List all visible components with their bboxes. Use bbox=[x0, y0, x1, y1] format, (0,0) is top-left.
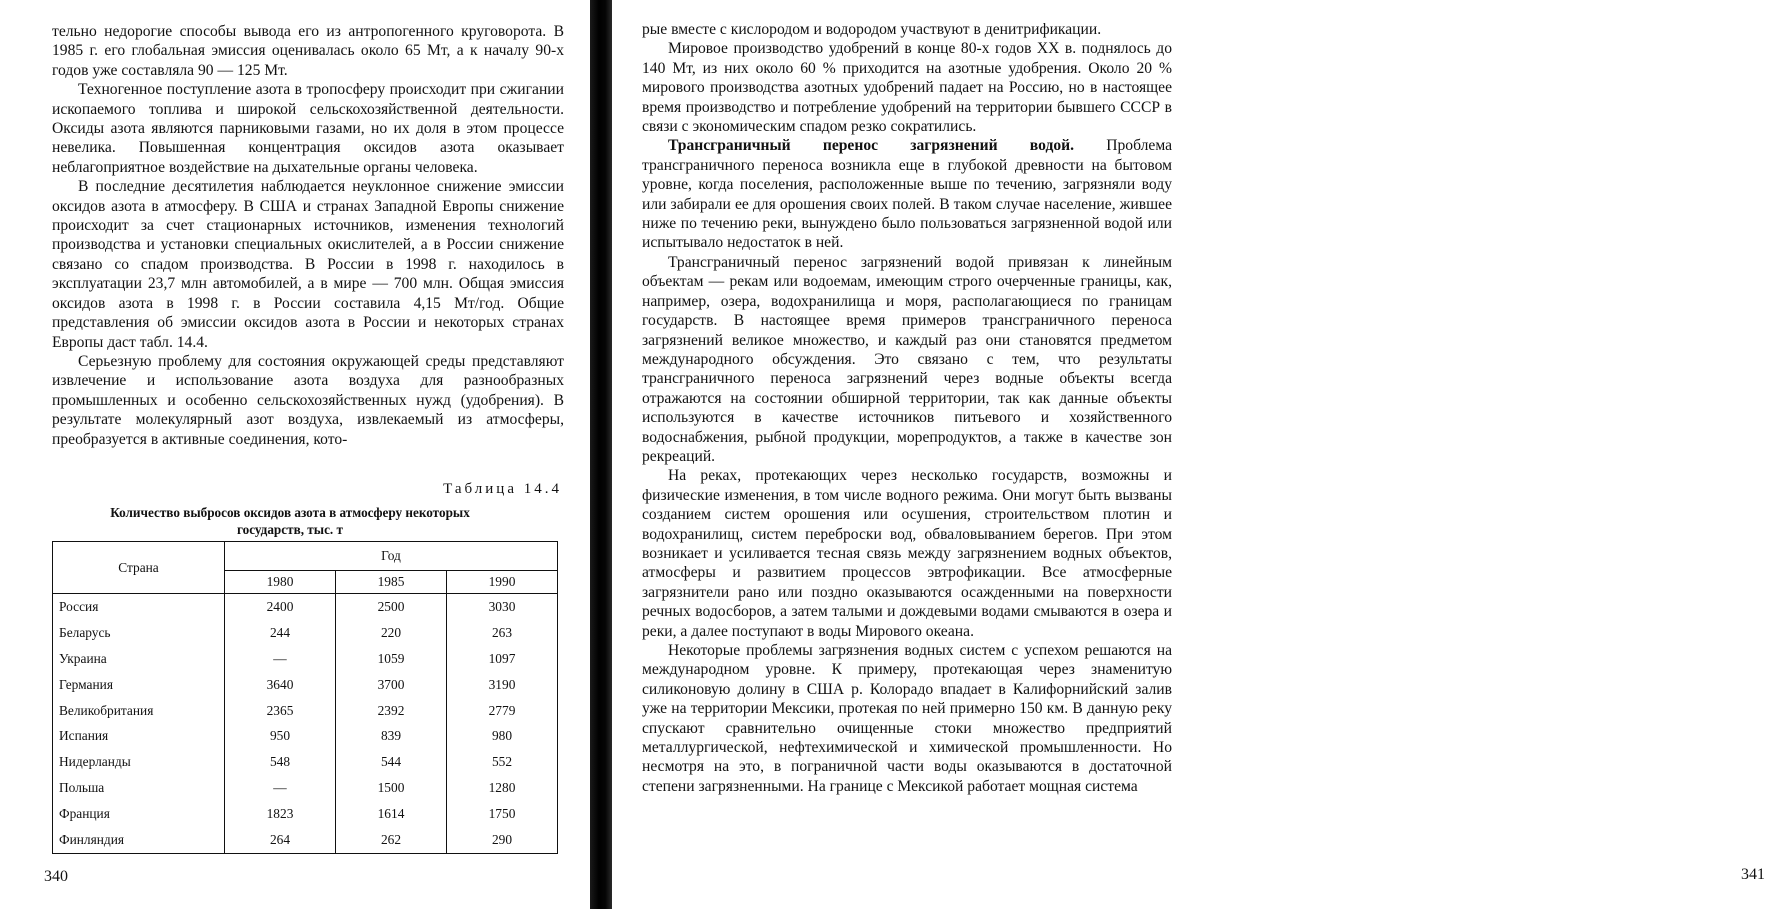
table-cell: 244 bbox=[225, 620, 336, 646]
table-header-year-1990: 1990 bbox=[447, 571, 558, 594]
table-cell: 3640 bbox=[225, 672, 336, 698]
table-cell: 220 bbox=[336, 620, 447, 646]
table-row bbox=[53, 827, 558, 853]
right-page bbox=[612, 0, 1200, 909]
table-cell-country: Франция bbox=[53, 801, 225, 827]
table-cell: 3030 bbox=[447, 594, 558, 620]
paragraph-text: Проблема трансграничного переноса возникла еще в глубокой древности на бытовом уровне, когда поселения, расположенные выше по течению, загрязняли воду или забирали ее для орошения своих полей. В таком случае население, жившее ниже по течению реки, вынуждено было пользоваться загрязненной водой или испытывало недостаток в ней. bbox=[642, 137, 1172, 251]
table-row bbox=[53, 801, 558, 827]
left-page bbox=[0, 0, 590, 909]
table-cell: 290 bbox=[447, 827, 558, 853]
table-header-year: Год bbox=[225, 542, 558, 571]
table-cell: 839 bbox=[336, 723, 447, 749]
table-cell: 2500 bbox=[336, 594, 447, 620]
table-cell: 2365 bbox=[225, 698, 336, 724]
table-cell-country: Германия bbox=[53, 672, 225, 698]
table-cell: 1500 bbox=[336, 775, 447, 801]
table-cell: 1823 bbox=[225, 801, 336, 827]
table-cell: — bbox=[225, 646, 336, 672]
page-number-right: 341 bbox=[1741, 866, 1765, 884]
table-cell-country: Нидерланды bbox=[53, 749, 225, 775]
table-cell: 3700 bbox=[336, 672, 447, 698]
table-cell-country: Украина bbox=[53, 646, 225, 672]
table-row bbox=[53, 698, 558, 724]
table-cell-country: Испания bbox=[53, 723, 225, 749]
left-text-column bbox=[52, 22, 564, 449]
table-cell: 1750 bbox=[447, 801, 558, 827]
table-cell: — bbox=[225, 775, 336, 801]
paragraph: рые вместе с кислородом и водородом участвуют в денитрификации. bbox=[642, 20, 1172, 39]
table-cell: 263 bbox=[447, 620, 558, 646]
table-cell-country: Польша bbox=[53, 775, 225, 801]
table-cell: 3190 bbox=[447, 672, 558, 698]
paragraph: Некоторые проблемы загрязнения водных систем с успехом решаются на международном уровне. К примеру, протекающая через знаменитую силиконовую долину в США р. Колорадо впадает в Калифорнийский залив уже на территории Мексики, протекая по ней примерно 150 км. В данную реку спускают сравнительно очищенные стоки множество предприятий металлургической, нефтехимической и химической промышленности. Но несмотря на это, в пограничной части воды оказываются в достаточной степени загрязненными. На границе с Мексикой работает мощная система bbox=[642, 641, 1172, 796]
table-cell: 1614 bbox=[336, 801, 447, 827]
table-row bbox=[53, 594, 558, 620]
book-spine bbox=[590, 0, 612, 909]
paragraph: Техногенное поступление азота в тропосферу происходит при сжигании ископаемого топлива и широкой сельскохозяйственной деятельности. Оксиды азота являются парниковыми газами, но их доля в этом процессе невелика. Повышенная концентрация оксидов азота оказывает неблагоприятное воздействие на дыхательные органы человека. bbox=[52, 80, 564, 177]
paragraph bbox=[642, 136, 1172, 252]
table-cell-country: Финляндия bbox=[53, 827, 225, 853]
table-cell: 1097 bbox=[447, 646, 558, 672]
table-cell: 264 bbox=[225, 827, 336, 853]
table-row bbox=[53, 646, 558, 672]
table-cell: 544 bbox=[336, 749, 447, 775]
table-cell: 1059 bbox=[336, 646, 447, 672]
paragraph: Мировое производство удобрений в конце 80-х годов XX в. поднялось до 140 Мт, из них около 60 % приходится на азотные удобрения. Около 20 % мирового производства азотных удобрений падает на Россию, но в настоящее время производство и потребление удобрений на территории бывшего СССР в связи с экономическим спадом резко сократились. bbox=[642, 39, 1172, 136]
table-cell: 2779 bbox=[447, 698, 558, 724]
emissions-table bbox=[52, 541, 558, 854]
table-label: Таблица 14.4 bbox=[52, 481, 562, 498]
table-row bbox=[53, 775, 558, 801]
page-number-left: 340 bbox=[44, 868, 68, 886]
table-title: Количество выбросов оксидов азота в атмосферу некоторых государств, тыс. т bbox=[90, 504, 490, 538]
paragraph: На реках, протекающих через несколько государств, возможны и физические изменения, в том числе водного режима. Они могут быть вызваны созданием систем орошения или осушения, строительством плотин и водохранилищ, систем переброски вод, обваловыванием берегов. При этом возникает и усиливается тесная связь между загрязнением водных объектов, атмосферы и развитием процессов эвтрофикации. Все атмосферные загрязнители рано или поздно оказываются осажденными на поверхности речных водосборов, а затем талыми и дождевыми водами смываются в озера и реки, а далее поступают в воды Мирового океана. bbox=[642, 466, 1172, 641]
table-cell-country: Великобритания bbox=[53, 698, 225, 724]
table-cell: 1280 bbox=[447, 775, 558, 801]
table-cell-country: Россия bbox=[53, 594, 225, 620]
table-cell: 548 bbox=[225, 749, 336, 775]
table-row bbox=[53, 749, 558, 775]
section-heading: Трансграничный перенос загрязнений водой. bbox=[668, 137, 1074, 154]
table-header-country: Страна bbox=[53, 542, 225, 594]
table-cell-country: Беларусь bbox=[53, 620, 225, 646]
paragraph: В последние десятилетия наблюдается неуклонное снижение эмиссии оксидов азота в атмосферу. В США и странах Западной Европы снижение происходит за счет стационарных источников, изменения технологий производства и установки специальных окислителей, а в России снижение связано со спадом производства. В России в 1998 г. находилось в эксплуатации 23,7 млн автомобилей, а в мире — 700 млн. Общая эмиссия оксидов азота в 1998 г. в России составила 4,15 Мт/год. Общие представления об эмиссии оксидов азота в России и некоторых странах Европы даст табл. 14.4. bbox=[52, 177, 564, 352]
table-header-year-1980: 1980 bbox=[225, 571, 336, 594]
table-cell: 262 bbox=[336, 827, 447, 853]
table-cell: 2400 bbox=[225, 594, 336, 620]
table-cell: 950 bbox=[225, 723, 336, 749]
table-cell: 2392 bbox=[336, 698, 447, 724]
table-cell: 552 bbox=[447, 749, 558, 775]
table-header-year-1985: 1985 bbox=[336, 571, 447, 594]
paragraph: Серьезную проблему для состояния окружающей среды представляют извлечение и использование азота воздуха для разнообразных промышленных и особенно сельскохозяйственных нужд (удобрения). В результате молекулярный азот воздуха, извлекаемый из атмосферы, преобразуется в активные соединения, кото- bbox=[52, 352, 564, 449]
table-row bbox=[53, 723, 558, 749]
paragraph: Трансграничный перенос загрязнений водой привязан к линейным объектам — рекам или водоемам, имеющим строго очерченные границы, как, например, озера, водохранилища и моря, располагающиеся по границам государств. В настоящее время примеров трансграничного переноса загрязнений великое множество, и каждый раз они становятся предметом международного обсуждения. Это связано с тем, что результаты трансграничного переноса загрязнений через водные объекты всегда отражаются на состоянии обширной территории, так как данные объекты используются в качестве источников питьевого и хозяйственного водоснабжения, рыбной продукции, морепродуктов, а также в качестве зон рекреаций. bbox=[642, 253, 1172, 466]
table-row bbox=[53, 672, 558, 698]
paragraph: тельно недорогие способы вывода его из антропогенного круговорота. В 1985 г. его глобальная эмиссия оценивалась около 65 Мт, а к началу 90-х годов уже составляла 90 — 125 Мт. bbox=[52, 22, 564, 80]
table-cell: 980 bbox=[447, 723, 558, 749]
table-row bbox=[53, 620, 558, 646]
right-text-column bbox=[642, 20, 1172, 796]
